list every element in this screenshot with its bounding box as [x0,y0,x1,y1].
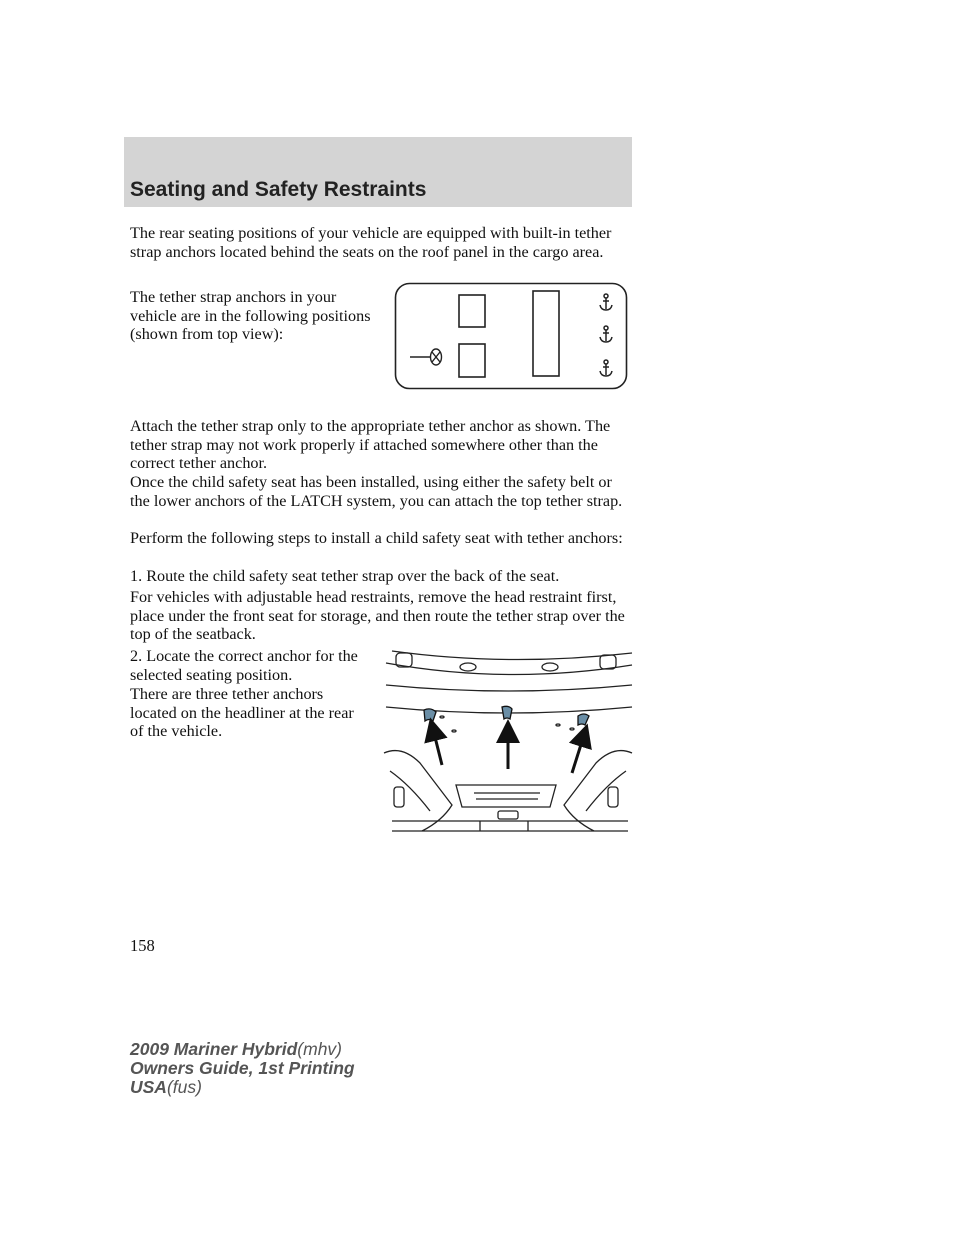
footer-market-code: (fus) [166,1077,202,1097]
arrow-icon [572,735,584,773]
paragraph-three-anchors: There are three tether anchors located on the headliner at the rear of the vehicle. [130,685,354,740]
tether-anchor-center [502,706,512,719]
paragraph-head-restraints: For vehicles with adjustable head restraints, remove the head restraint first, place under the front seat for storage, and then route the tether strap over the top of the seatback. [130,588,625,643]
headliner-anchors-illustration [382,645,634,840]
paragraph-steps-intro: Perform the following steps to install a child safety seat with tether anchors: [130,529,623,547]
paragraph-attach-warning: Attach the tether strap only to the appropriate tether anchor as shown. The tether strap may not work properly if attached somewhere other than the correct tether anchor. [130,417,611,472]
page-title: Seating and Safety Restraints [130,178,427,201]
anchor-position-diagram [394,282,628,390]
front-seat-left [459,295,485,327]
front-seat-right [459,344,485,377]
footer-market: USA [130,1077,167,1097]
document-footer [130,1040,355,1097]
rear-bench [533,291,559,376]
paragraph-latch: Once the child safety seat has been installed, using either the safety belt or the lower anchors of the LATCH system, you can attach the top tether strap. [130,473,623,510]
step-2: 2. Locate the correct anchor for the selected seating position. [130,647,358,684]
footer-model: 2009 Mariner Hybrid [130,1039,298,1059]
footer-edition: Owners Guide, 1st Printing [130,1058,355,1078]
footer-model-code: (mhv) [297,1039,343,1059]
step-1: 1. Route the child safety seat tether strap over the back of the seat. [130,567,560,585]
tether-anchor-right [578,714,589,725]
paragraph-positions: The tether strap anchors in your vehicle are in the following positions (shown from top view): [130,288,371,343]
arrow-icon [433,729,442,765]
page-number: 158 [130,936,155,955]
tether-anchor-left [424,709,436,721]
paragraph-intro: The rear seating positions of your vehicle are equipped with built-in tether strap anchors located behind the seats on the roof panel in the cargo area. [130,224,612,261]
